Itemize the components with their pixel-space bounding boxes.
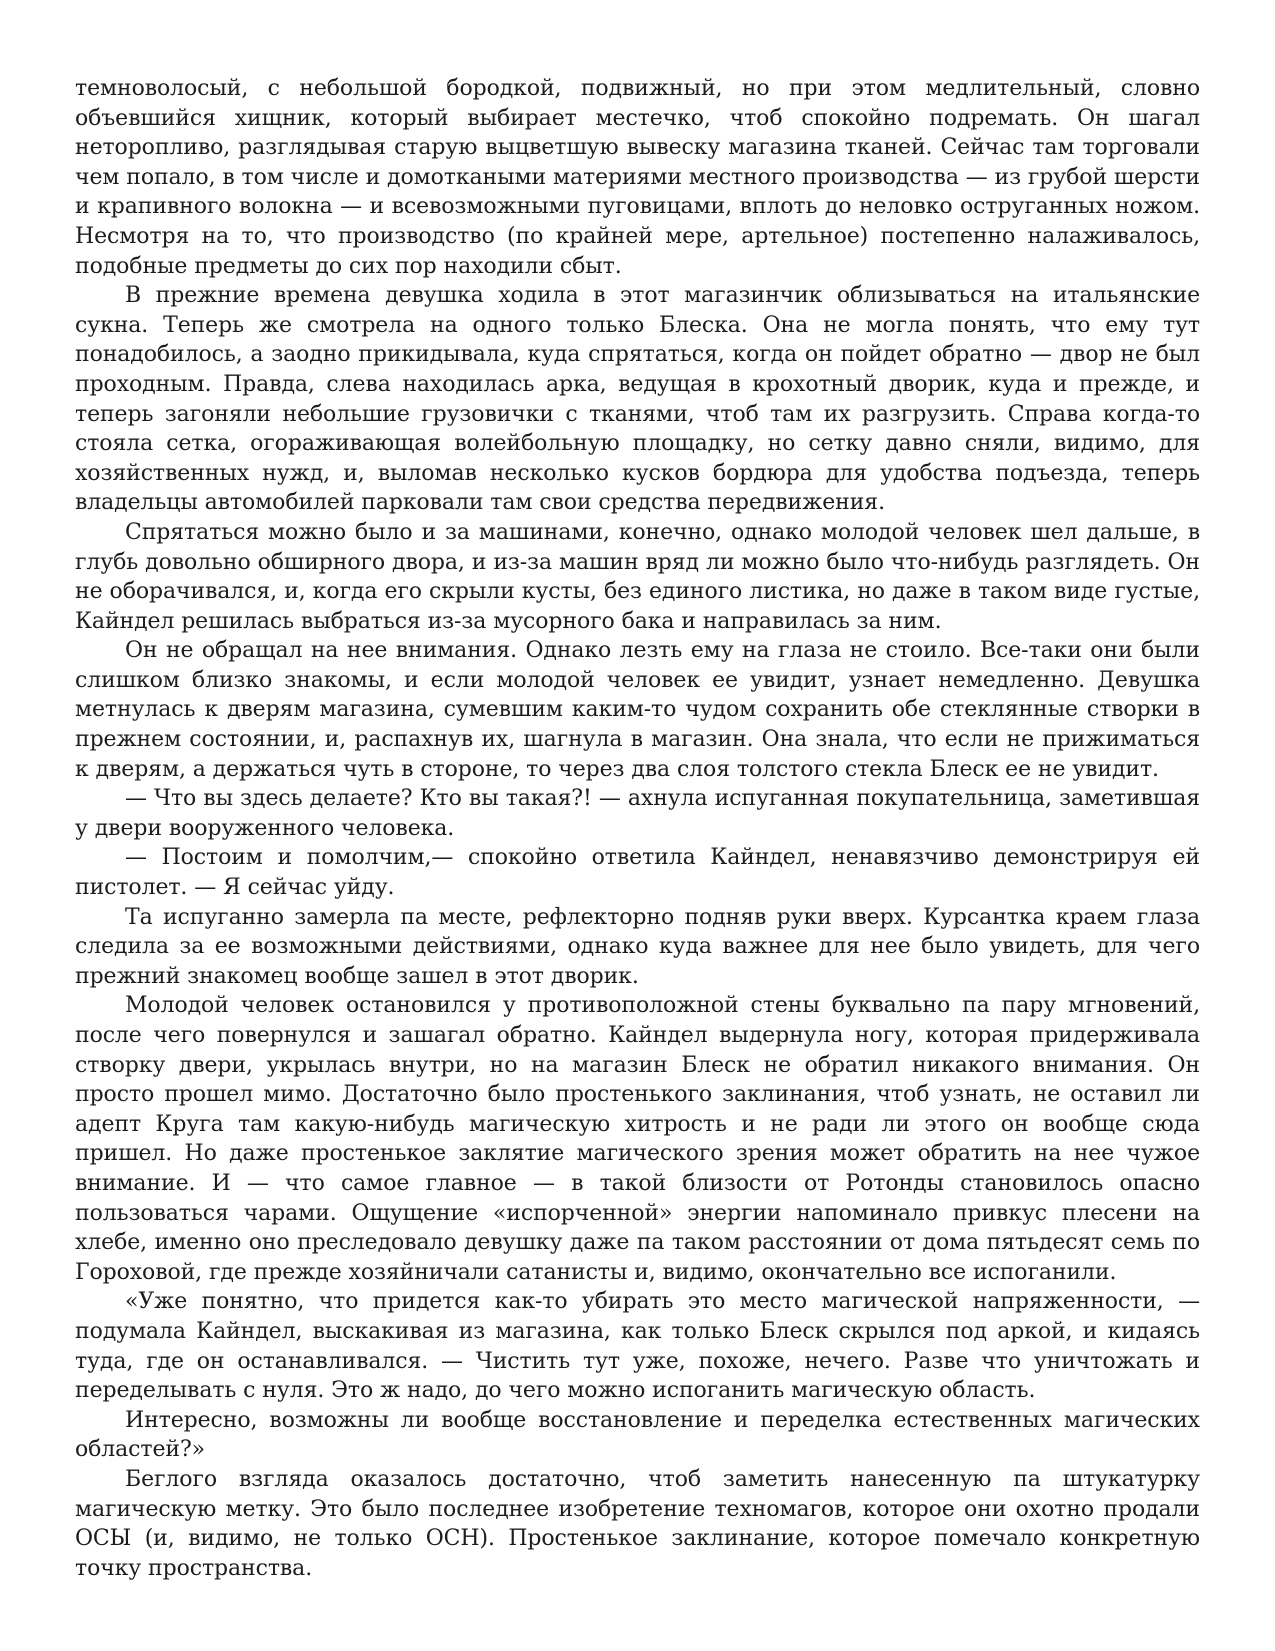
paragraph-4: Он не обращал на нее внимания. Однако лезть ему на глаза не стоило. Все-таки они были слишком близко знакомы, и если молодой человек ее увидит, узнает немедленно. Девушка метнулась к дверям магазина, сумевшим каким-то чудом сохранить обе стеклянные створки в прежнем состоянии, и, распахнув их, шагнула в магазин. Она знала, что если не прижиматься к дверям, а держаться чуть в стороне, то через два слоя толстого стекла Блеск ее не увидит.: [75, 638, 1200, 782]
paragraph-10: Интересно, возможны ли вообще восстановление и переделка естественных магических областей?»: [75, 1407, 1200, 1463]
paragraph-8: Молодой человек остановился у противоположной стены буквально па пару мгновений, после чего повернулся и зашагал обратно. Кайндел выдернула ногу, которая придерживала створку двери, укрылась внутри, но на магазин Блеск не обратил никакого внимания. Он просто прошел мимо. Достаточно было простенького заклинания, чтоб узнать, не оставил ли адепт Круга там какую-нибудь магическую хитрость и не ради ли этого он вообще сюда пришел. Но даже простенькое заклятие магического зрения может обратить на нее чужое внимание. И — что самое главное — в такой близости от Ротонды становилось опасно пользоваться чарами. Ощущение «испорченной» энергии напоминало привкус плесени на хлебе, именно оно преследовало девушку даже па таком расстоянии от дома пятьдесят семь по Гороховой, где прежде хозяйничали сатанисты и, видимо, окончательно все испоганили.: [75, 993, 1200, 1285]
paragraph-6-dialogue: — Постоим и помолчим,— спокойно ответила Кайндел, ненавязчиво демонстрируя ей пистолет. — Я сейчас уйду.: [75, 845, 1200, 901]
paragraph-3: Спрятаться можно было и за машинами, конечно, однако молодой человек шел дальше, в глубь довольно обширного двора, и из-за машин вряд ли можно было что-нибудь разглядеть. Он не оборачивался, и, когда его скрыли кусты, без единого листика, но даже в таком виде густые, Кайндел решилась выбраться из-за мусорного бака и направилась за ним.: [75, 519, 1200, 634]
document-page: [75, 74, 1200, 1583]
paragraph-1: темноволосый, с небольшой бородкой, подвижный, но при этом медлительный, словно объевшийся хищник, который выбирает местечко, чтоб спокойно подремать. Он шагал неторопливо, разглядывая старую выцветшую вывеску магазина тканей. Сейчас там торговали чем попало, в том числе и домоткаными материями местного производства — из грубой шерсти и крапивного волокна — и всевозможными пуговицами, вплоть до неловко оструганных ножом. Несмотря на то, что производство (по крайней мере, артельное) постепенно налаживалось, подобные предметы до сих пор находили сбыт.: [75, 76, 1200, 279]
paragraph-7: Та испуганно замерла па месте, рефлекторно подняв руки вверх. Курсантка краем глаза следила за ее возможными действиями, однако куда важнее для нее было увидеть, для чего прежний знакомец вообще зашел в этот дворик.: [75, 904, 1200, 989]
paragraph-2: В прежние времена девушка ходила в этот магазинчик облизываться на итальянские сукна. Теперь же смотрела на одного только Блеска. Она не могла понять, что ему тут понадобилось, а заодно прикидывала, куда спрятаться, когда он пойдет обратно — двор не был проходным. Правда, слева находилась арка, ведущая в крохотный дворик, куда и прежде, и теперь загоняли небольшие грузовички с тканями, чтоб там их разгрузить. Справа когда-то стояла сетка, огораживающая волейбольную площадку, но сетку давно сняли, видимо, для хозяйственных нужд, и, выломав несколько кусков бордюра для удобства подъезда, теперь владельцы автомобилей парковали там свои средства передвижения.: [75, 283, 1200, 516]
paragraph-11: Беглого взгляда оказалось достаточно, чтоб заметить нанесенную па штукатурку магическую метку. Это было последнее изобретение техномагов, которое они охотно продали ОСЫ (и, видимо, не только ОСН). Простенькое заклинание, которое помечало конкретную точку пространства.: [75, 1466, 1200, 1581]
paragraph-5-dialogue: — Что вы здесь делаете? Кто вы такая?! — ахнула испуганная покупательница, заметившая у двери вооруженного человека.: [75, 786, 1200, 841]
paragraph-9: «Уже понятно, что придется как-то убирать это место магической напряженности, — подумала Кайндел, выскакивая из магазина, как только Блеск скрылся под аркой, и кидаясь туда, где он останавливался. — Чистить тут уже, похоже, нечего. Разве что уничтожать и переделывать с нуля. Это ж надо, до чего можно испоганить магическую область.: [75, 1289, 1200, 1404]
